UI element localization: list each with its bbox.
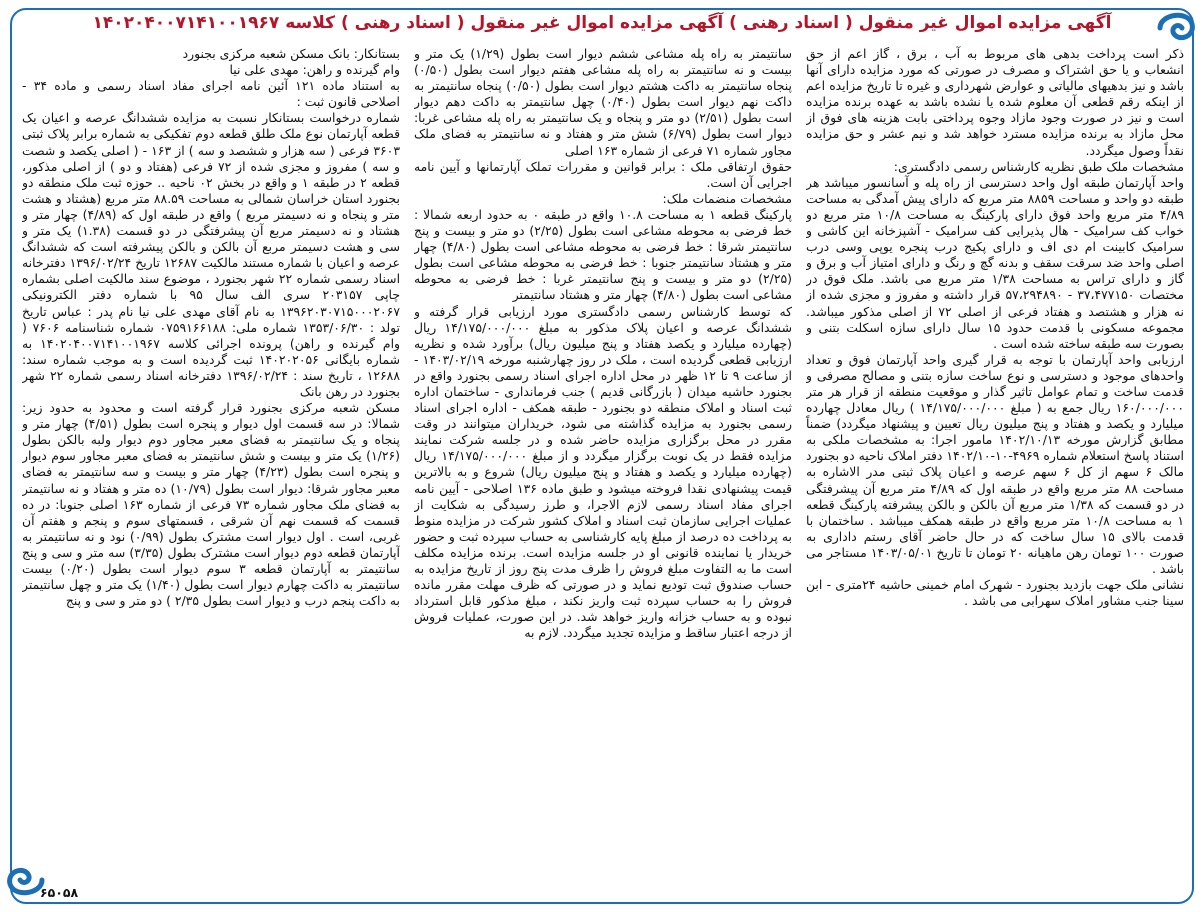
paragraph: ارزیابی واحد آپارتمان با توجه به قرار گیری واحد آپارتمان فوق و تعداد واحدهای موجود و دسترسی و نوع ساخت سازه بتنی و مصالح مصرفی و قدمت ساخت و تمام عوامل تاثیر گذار و موقعیت منطقه از قرار هر متر ۱۶۰/۰۰۰/۰۰۰ ریال جمع به ( مبلغ ۱۴/۱۷۵/۰۰۰/۰۰۰ ) ریال معادل چهارده میلیارد و یکصد و هفتاد و پنج میلیون ریال تعیین و پیشنهاد میگردد) ضمناً مطابق گزارش مورخه ۱۴۰۲/۱۰/۱۳ مامور اجرا: به مشخصات ملکی به استناد پاسخ استعلام شماره ۴۹۶۹-۱۰-۱۴۰۲/۱۰ دفتر املاک ناحیه دو بجنورد مالک ۶ سهم از کل ۶ سهم عرصه و اعیان پلاک ثبتی مدر الاشاره به مساحت ۸۸ متر مربع واقع در طبقه اول که ۴/۸۹ متر مربع آن پیشرفتگی در دو قسمت که ۱/۳۸ متر مربع آن بالکن و بالکن پیشرفته پارکینگ قطعه ۱ به مساحت ۱۰/۸ متر مربع واقع در طبقه همکف میباشد . ساختمان با قدمت بالای ۱۵ سال ساخت که در حال حاضر آقای رستم داداری به صورت ۱۰۰ تومان رهن ماهیانه ۲۰ تومان تا تاریخ ۱۴۰۳/۰۵/۰۱ مستاجر می باشد . [806,351,1184,576]
text-column-left [806,46,1184,872]
paragraph: بستانکار: بانک مسکن شعبه مرکزی بجنورد [182,46,400,61]
notice-body [22,46,1184,872]
paragraph: مسکن شعبه مرکزی بجنورد قرار گرفته است و محدود به حدود زیر: شمالا: در سه قسمت اول دیوار و پنجره است بطول (۴/۵۱) چهار متر و پنجاه و یک سانتیمتر به فضای معبر مجاور دوم دیوار ولبه بالکن بطول (۱/۲۶) یک متر و بیست و شش سانتیمتر به فضای معبر مجاور سوم دیوار و پنجره است بطول (۴/۲۳) چهار متر و بیست و سه سانتیمتر به فضای معبر مجاور شرقا: دیوار است بطول (۱۰/۷۹) ده متر و هفتاد و نه سانتیمتر به فضای ملک مجاور شماره ۷۳ فرعی از شماره ۱۶۳ اصلی جنوبا: در ده قسمت که قسمت نهم آن شرقی ، قسمتهای سوم و پنجم و هفتم آن غربی، است . اول دیوار است مشترک بطول (۰/۹۹) نود و نه سانتیمتر به آپارتمان قطعه دوم دیوار است مشترک بطول (۳/۳۵) سه متر و سی و پنج سانتیمتر به آپارتمان قطعه ۳ سوم دیوار است بطول (۰/۲۰) بیست سانتیمتر به داکت چهارم دیوار است بطول (۱/۴۰) یک متر و چهل سانتیمتر به داکت پنجم درب و دیوار است بطول ۲/۳۵ ) دو متر و سی و پنج [22,400,400,609]
paragraph: پارکینگ قطعه ۱ به مساحت ۱۰.۸ واقع در طبقه ۰ به حدود اربعه شمالا : خط فرضی به محوطه مشاعی است بطول (۲/۲۵) دو متر و بیست و پنج سانتیمتر شرقا : خط فرضی به محوطه مشاعی است بطول (۴/۸۰) چهار متر و هشتاد سانتیمتر جنوبا : خط فرضی به محوطه مشاعی است بطول (۲/۲۵) دو متر و بیست و پنج سانتیمتر غربا : خط فرضی به محوطه مشاعی است بطول (۴/۸۰) چهار متر و هشتاد سانتیمتر [414,206,792,303]
paragraph: مشخصات ملک طبق نظریه کارشناس رسمی دادگستری: [893,158,1184,174]
paragraph: واحد آپارتمان طبقه اول واحد دسترسی از راه پله و آسانسور میباشد هر طبقه دو واحد و مساحت ۸۸۵۹ متر مربع که دارای پیش آمدگی به مساحت ۴/۸۹ متر مربع واحد فوق دارای پارکینگ به مساحت ۱۰/۸ متر مربع دو خواب کف سرامیک - هال پذیرایی کف سرامیک - آشپزخانه این کاشی و سرامیک کابینت ام دی اف و دارای پکیج درب پنجره یوپی وسی درب اصلی واحد ضد سرقت سقف و بدنه گچ و رنگ و دارای امتیاز آب و برق و گاز و دارای تراس به مساحت ۱/۳۸ متر مربع می باشد. ملک فوق در مختصات ۳۷،۴۷۷۱۵۰ - ۵۷،۲۹۴۸۹۰ قرار داشته و مفروز و مجزی شده از نه هزار و هشتصد و هفتاد فرعی از اصلی ۷۲ از اصلی مذکور میباشد. مجموعه مسکونی با قدمت حدود ۱۵ سال دارای سازه اسکلت بتنی و بصورت سه طبقه ساخته شده است . [806,174,1184,351]
paragraph: به استناد ماده ۱۲۱ آئین نامه اجرای مفاد اسناد رسمی و ماده ۳۴ - اصلاحی قانون ثبت : [22,78,400,110]
swirl-ornament-icon [1154,6,1198,50]
text-column-middle [414,46,792,872]
notice-title: آگهی مزایده اموال غیر منقول ( اسناد رهنی ) آگهی مزایده اموال غیر منقول ( اسناد رهنی ) کلاسه ۱۴۰۲۰۴۰۰۷۱۴۱۰۰۱۹۶۷ [92,13,1112,33]
paragraph: شماره درخواست بستانکار نسبت به مزایده ششدانگ عرصه و اعیان یک قطعه آپارتمان نوع ملک طلق قطعه دوم تفکیکی به شماره برابر پلاک ثبتی ۳۶۰۳ فرعی ( سه هزار و ششصد و سه ) از ۱۶۳ - ( اصلی یکصد و شصت و سه ) مفروز و مجزی شده از ۷۲ فرعی (هفتاد و دو ) از اصلی مذکور، قطعه ۲ در طبقه ۱ و واقع در بخش ۰۲ ناحیه .. حوزه ثبت ملک منطقه دو بجنورد استان خراسان شمالی به مساحت ۸۸.۵۹ متر مربع (هشتاد و هشت متر و پنجاه و نه دسیمتر مربع ) واقع در طبقه اول که (۴/۸۹) چهار متر و هشتاد و نه دسیمتر مربع آن پیشرفتگی در دو قسمت (۱.۳۸) یک متر و سی و هشت دسیمتر مربع آن بالکن و بالکن پیشرفته است که ششدانگ عرصه و اعیان با شماره مستند مالکیت ۱۲۶۸۷ تاریخ ۱۳۹۶/۰۲/۲۴ دفترخانه اسناد رسمی شماره ۲۲ شهر بجنورد ، موضوع سند مالکیت اصلی بشماره چاپی ۲۰۳۱۵۷ سری الف سال ۹۵ با شماره دفتر الکترونیکی ۱۳۹۶۲۰۳۰۷۱۵۰۰۰۲۰۶۷ به نام آقای مهدی علی نیا نام پدر : عباس تاریخ تولد : ۱۳۵۳/۰۶/۳۰ شماره ملی: ۰۷۵۹۱۶۶۱۸۸ شماره شناسنامه ۷۶۰۶ ( وام گیرنده و راهن) پرونده اجرائی کلاسه ۱۴۰۲۰۴۰۰۷۱۴۱۰۰۱۹۶۷ به شماره بایگانی ۱۴۰۲۰۲۰۵۶ ثبت گردیده است و به موجب شماره سند: ۱۲۶۸۸ ، تاریخ سند : ۱۳۹۶/۰۲/۲۴ دفترخانه اسناد رسمی شماره ۲۲ شهر بجنورد در رهن بانک [22,110,400,399]
ad-code: ۶۵۰۵۸ [40,885,79,900]
paragraph: حقوق ارتفاقی ملک : برابر قوانین و مقررات تملک آپارتمانها و آیین نامه اجرایی آن است. [414,158,792,190]
paragraph: ذکر است پرداخت بدهی های مربوط به آب ، برق ، گاز اعم از حق انشعاب و یا حق اشتراک و مصرف در صورتی که مورد مزایده دارای آنها باشد و نیز بدهیهای مالیاتی و عوارض شهرداری و غیره تا تاریخ مزایده اعم از اینکه رقم قطعی آن معلوم شده یا نشده باشد به عهده برنده مزایده است و نیز در صورت وجود مازاد وجوه پرداختی بابت هزینه های فوق از محل مازاد به برنده مزایده مسترد خواهد شد و نیم عشر و حق مزایده نقداً وصول میگردد. [806,46,1184,158]
paragraph: وام گیرنده و راهن: مهدی علی نیا [229,62,400,78]
paragraph: که توسط کارشناس رسمی دادگستری مورد ارزیابی قرار گرفته و ششدانگ عرصه و اعیان پلاک مذکور به مبلغ ۱۴/۱۷۵/۰۰۰/۰۰۰ ریال (چهارده میلیارد و یکصد هفتاد و پنج میلیون ریال) برآورد شده و نظریه ارزیابی قطعی گردیده است ، ملک در روز چهارشنبه مورخه ۱۴۰۳/۰۲/۱۹ - از ساعت ۹ تا ۱۲ ظهر در محل اداره اجرای اسناد رسمی بجنورد واقع در بجنورد حاشیه میدان ( بازرگانی قدیم ) جنب فرمانداری - ساختمان اداره ثبت اسناد و املاک منطقه دو بجنورد - طبقه همکف - اداره اجرای اسناد رسمی بجنورد به مزایده گذاشته می شود، خریداران میتوانند در وقت مقرر در محل برگزاری مزایده حاضر شده و در جلسه شرکت نمایند مزایده فقط در یک نوبت برگزار میگردد و از مبلغ ۱۴/۱۷۵/۰۰۰/۰۰۰ ریال (چهارده میلیارد و یکصد و هفتاد و پنج میلیون ریال) شروع و به بالاترین قیمت پیشنهادی نقدا فروخته میشود و طبق ماده ۱۳۶ اصلاحی - آیین نامه اجرای مفاد اسناد رسمی لازم الاجرا، و طرز رسیدگی به شکایت از عملیات اجرایی سازمان ثبت اسناد و املاک کشور شرکت در مزایده منوط به پرداخت ده درصد از مبلغ پایه کارشناسی به حساب سپرده ثبت و حضور خریدار یا نماینده قانونی او در جلسه مزایده است. برنده مزایده مکلف است ما به التفاوت مبلغ فروش را ظرف مدت پنج روز از تاریخ مزایده به حساب صندوق ثبت تودیع نماید و در صورتی که ظرف مهلت مقرر مانده فروش را به حساب سپرده ثبت واریز نکند ، مبلغ مذکور قابل استرداد نبوده و به حساب خزانه واریز خواهد شد. در این صورت، عملیات فروش از درجه اعتبار ساقط و مزایده تجدید میگردد. لازم به [414,303,792,641]
paragraph: نشانی ملک جهت بازدید بجنورد - شهرک امام خمینی حاشیه ۲۴متری - ابن سینا جنب مشاور املاک سهرابی می باشد . [806,577,1184,609]
paragraph: مشخصات منضمات ملک: [662,190,792,206]
text-column-right [22,46,400,872]
paragraph: سانتیمتر به راه پله مشاعی ششم دیوار است بطول (۱/۲۹) یک متر و بیست و نه سانتیمتر به راه پله مشاعی هفتم دیوار است بطول (۰/۵۰) پنجاه سانتیمتر به داکت هشتم دیوار است بطول (۰/۵۰) پنجاه سانتیمتر به داکت نهم دیوار است بطول (۰/۴۰) چهل سانتیمتر به داکت دهم دیوار است بطول (۲/۵۱) دو متر و پنجاه و یک سانتیمتر به راه پله مشاعی غربا: دیوار است بطول (۶/۷۹) شش متر و هفتاد و نه سانتیمتر به فضای ملک مجاور شماره ۷۱ فرعی از شماره ۱۶۳ اصلی [414,46,792,158]
